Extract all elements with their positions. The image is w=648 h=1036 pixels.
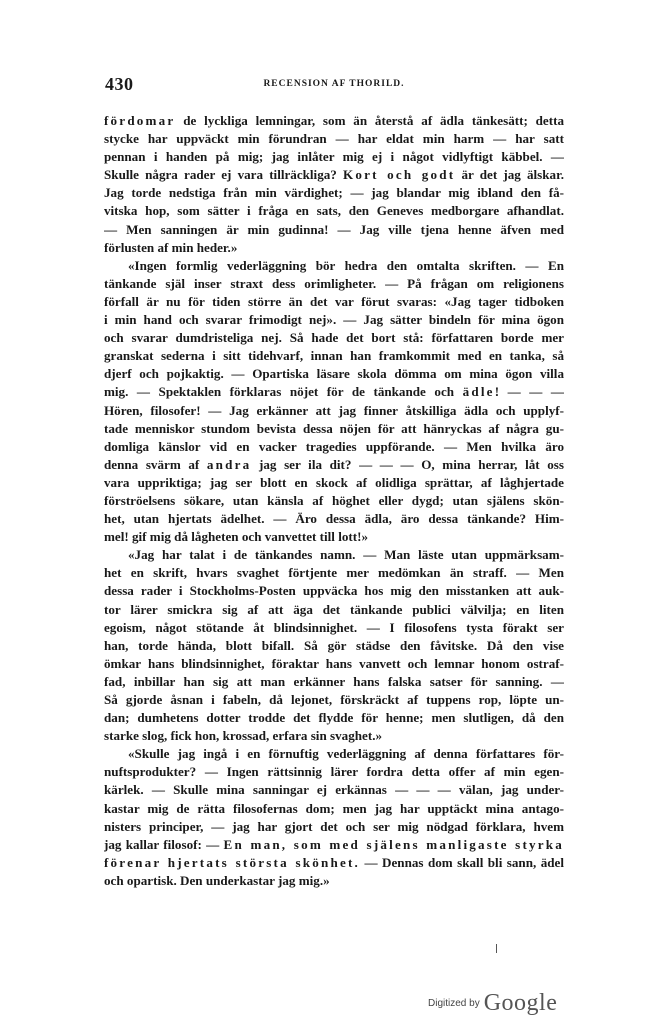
spaced-text: En man, som med själens manligaste styrka bbox=[223, 836, 564, 852]
text-line: fördomar de lyckliga lemningar, som än återstå af ädla tänkesätt; detta bbox=[104, 113, 564, 128]
paragraph-start: «Ingen formlig vederläggning bör hedra den omtalta skriften. — En bbox=[128, 257, 564, 273]
spaced-text: andra bbox=[206, 456, 252, 472]
page-header bbox=[105, 74, 563, 98]
digitized-by-google-watermark bbox=[428, 990, 557, 1017]
text-line: pennan i handen på mig; jag inlåter mig ej i något vidlyftigt käbbel. — bbox=[104, 149, 564, 165]
page-number: 430 bbox=[105, 74, 134, 94]
text-line: vara uppriktiga; jag ser blott en skock af olidliga sprättar, af låghjertade bbox=[104, 474, 564, 490]
paragraph-start: «Skulle jag ingå i en förnuftig vederläggning af denna författares för- bbox=[128, 746, 564, 762]
text-line: granskat sederna i sitt tidehvarf, innan han framkommit med en tanka, så bbox=[104, 348, 564, 364]
text-line: mel! gif mig då lågheten och vanvettet till lott!» bbox=[104, 529, 369, 545]
text-line: Jag torde nedstiga från min värdighet; — jag blandar mig ibland den få- bbox=[104, 185, 564, 201]
ink-mark bbox=[496, 944, 497, 953]
text-line: Skulle några rader ej vara tillräckliga? Kort och godt är det jag älskar. bbox=[104, 167, 564, 183]
text-line: fad, inbillar han sig att man erkänner hans falska satser för sanning. — bbox=[104, 673, 564, 689]
text-line: kärlek. — Skulle mina sanningar ej erkännas — — — välan, jag under- bbox=[104, 782, 564, 798]
text-line: egoism, något stötande åt blindsinnighet. — I filosofens tysta förakt ser bbox=[104, 619, 564, 635]
text-line: förlusten af min heder.» bbox=[104, 239, 238, 255]
text-line: domliga känslor vid en vacker tragedies uppförande. — Men hvilka äro bbox=[104, 438, 564, 454]
text-line: starke slog, fick hon, krossad, erfara sin svaghet.» bbox=[104, 728, 383, 744]
text-line: ömkar hans blindsinnighet, föraktar hans vanvett och lemnar honom ostraf- bbox=[104, 655, 564, 671]
text-line: Så gjorde åsnan i fabeln, då lejonet, förskräckt af tuppens rop, löpte un- bbox=[104, 692, 564, 707]
text-line: tade menniskor stundom bevista dessa nöjen för att hänryckas af några gu- bbox=[104, 420, 564, 436]
text-line: i min hand och svarar frimodigt nej». — Jag sätter bindeln för mina ögon bbox=[104, 312, 564, 328]
text-line: tänkande själ inser straxt dess orimligheter. — På frågan om religionens bbox=[104, 275, 564, 291]
text-line: förströelsens sökare, utan känsla af höghet eller dygd; utan själens skön- bbox=[104, 492, 564, 508]
spaced-text: förenar hjertats största skönhet. bbox=[104, 854, 361, 870]
body-text bbox=[104, 112, 564, 890]
text-line: nuftsprodukter? — Ingen rättsinnig lärer fordra detta offer af min egen- bbox=[104, 764, 564, 780]
text-line: Hören, filosofer! — Jag erkänner att jag finner åtskilliga ädla och upplyf- bbox=[104, 402, 564, 418]
spaced-text: ädle bbox=[462, 384, 495, 400]
text-line: het, utan hjertats ädelhet. — Äro dessa ädla, äro dessa tänkande? Him- bbox=[104, 511, 564, 527]
text-line: vitska hop, som sätter i fråga en sats, den Geneves medborgare afhandlat. bbox=[104, 203, 564, 219]
text-line: dan; dumhetens dotter trodde det flydde för henne; men slutligen, då den bbox=[104, 710, 564, 726]
text-line: förenar hjertats största skönhet. — Dennas dom skall bli sann, ädel bbox=[104, 854, 564, 870]
paragraph-start: «Jag har talat i de tänkandes namn. — Man läste utan uppmärksam- bbox=[128, 547, 564, 563]
spaced-text: fördomar bbox=[104, 113, 176, 128]
text-line: tor lärer smickra sig af att äga det tänkande publici välvilja; en liten bbox=[104, 601, 564, 617]
digitized-label: Digitized by bbox=[428, 998, 480, 1009]
text-line: djerf och pojkaktig. — Opartiska läsare skola dömma om mina ögon villa bbox=[104, 366, 564, 382]
text-line: stycke har uppväckt min förundran — har eldat min harm — har satt bbox=[104, 131, 564, 147]
text-line: — Men sanningen är min gudinna! — Jag ville tjena henne äfven med bbox=[104, 221, 564, 237]
text-line: och svarar dumdristeligа nej. Så hade det bort stå: författaren borde mer bbox=[104, 330, 564, 346]
text-line: och opartisk. Den underkastar jag mig.» bbox=[104, 872, 330, 888]
text-line: kastar mig de rätta filosofernas dom; men jag har upptäckt mina antago- bbox=[104, 800, 564, 816]
spaced-text: Kort och godt bbox=[343, 167, 456, 183]
text-line: nisters principer, — jag har gjort det och ser mig nödgad förklara, hvem bbox=[104, 818, 564, 834]
text-line: han, torde hända, blott bifall. Så gör städse den fåvitske. Då den vise bbox=[104, 637, 564, 653]
text-line: förfall är nu för tiden större än det var förut svaras: «Jag tager tidboken bbox=[104, 293, 564, 309]
text-line: mig. — Spektaklen förklaras nöjet för de tänkande och ädle! — — — bbox=[104, 384, 564, 400]
text-line: jag kallar filosof: — En man, som med själens manligaste styrka bbox=[104, 836, 564, 852]
google-logo: Google bbox=[483, 990, 558, 1016]
text-line: dessa rader i Stockholms-Posten uppväcka hos mig den misstanken att auk- bbox=[104, 583, 564, 599]
text-line: het en skrift, hvars svaghet förtjente mer medömkan än straff. — Men bbox=[104, 565, 564, 581]
text-line: denna svärm af andra jag ser ila dit? — — — O, mina herrar, låt oss bbox=[104, 456, 564, 472]
running-title: RECENSION AF THORILD. bbox=[263, 79, 405, 89]
